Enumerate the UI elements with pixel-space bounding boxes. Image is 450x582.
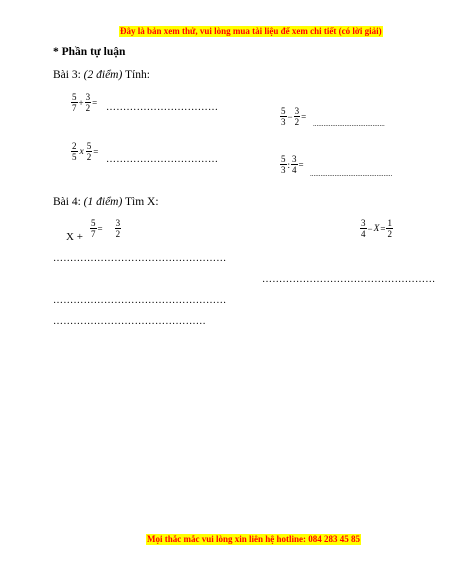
numerator: 1 bbox=[387, 218, 392, 228]
equals-sign: = bbox=[380, 223, 386, 234]
fraction bbox=[280, 106, 287, 127]
hotline-banner: Mọi thắc mắc vui lòng xin liên hệ hotline: 084 283 45 85 bbox=[147, 534, 361, 544]
numerator: 5 bbox=[72, 92, 77, 102]
numerator: 2 bbox=[72, 141, 77, 151]
numerator: 5 bbox=[281, 154, 286, 164]
denominator: 2 bbox=[387, 229, 392, 239]
denominator: 2 bbox=[86, 152, 92, 162]
bai4-points: (1 điểm) bbox=[83, 196, 123, 208]
numerator: 3 bbox=[294, 106, 300, 116]
bai3-heading bbox=[53, 69, 150, 81]
bai3-prefix: Bài 3: bbox=[53, 69, 84, 81]
fraction bbox=[115, 218, 122, 239]
operator: x bbox=[79, 146, 84, 157]
numerator: 5 bbox=[86, 141, 92, 151]
denominator: 3 bbox=[281, 117, 286, 127]
numerator: 3 bbox=[115, 218, 121, 228]
denominator: 7 bbox=[72, 103, 77, 113]
answer-line: …………………………………………… bbox=[53, 253, 227, 264]
bai4-equation-1 bbox=[90, 218, 121, 239]
fraction bbox=[360, 218, 367, 239]
numerator: 3 bbox=[85, 92, 91, 102]
fraction bbox=[280, 154, 287, 175]
fraction bbox=[90, 218, 97, 239]
operator: : bbox=[287, 159, 291, 170]
numerator: 3 bbox=[361, 218, 366, 228]
bai4-prefix: Bài 4: bbox=[53, 196, 84, 208]
fraction bbox=[71, 141, 78, 162]
answer-line: ……………………………………… bbox=[53, 316, 206, 327]
answer-line: …………………………… bbox=[106, 102, 219, 113]
answer-line: …………………………………………… bbox=[53, 295, 227, 306]
bai3-expression-4 bbox=[280, 154, 305, 175]
x-plus: X + bbox=[66, 231, 83, 243]
denominator: 4 bbox=[292, 165, 297, 175]
fraction bbox=[386, 218, 393, 239]
bai4-equation-2 bbox=[360, 218, 393, 239]
bai4-heading bbox=[53, 196, 159, 208]
denominator: 7 bbox=[91, 229, 96, 239]
numerator: 3 bbox=[292, 154, 297, 164]
denominator: 2 bbox=[85, 103, 91, 113]
answer-line: ............................................... bbox=[310, 170, 393, 178]
equals-sign: = bbox=[97, 223, 103, 234]
equals-sign: = bbox=[301, 111, 307, 122]
bai4-suffix: Tìm X: bbox=[122, 196, 159, 208]
fraction bbox=[291, 154, 298, 175]
operator: + bbox=[78, 97, 84, 108]
denominator: 2 bbox=[115, 229, 121, 239]
bai3-points: (2 điểm) bbox=[83, 69, 123, 81]
operator: − bbox=[287, 111, 293, 122]
numerator: 5 bbox=[91, 218, 96, 228]
denominator: 2 bbox=[294, 117, 300, 127]
equals-sign: = bbox=[92, 97, 98, 108]
denominator: 4 bbox=[361, 229, 366, 239]
answer-line: …………………………… bbox=[106, 154, 219, 165]
equals-sign: = bbox=[298, 159, 304, 170]
bai3-expression-1 bbox=[71, 92, 98, 113]
bai3-suffix: Tính: bbox=[122, 69, 150, 81]
bai3-expression-3 bbox=[71, 141, 99, 162]
variable-x: X bbox=[373, 223, 380, 234]
answer-line: …………………………………………… bbox=[262, 274, 436, 285]
answer-line: ......................................... bbox=[313, 120, 385, 128]
numerator: 5 bbox=[281, 106, 286, 116]
denominator: 3 bbox=[281, 165, 286, 175]
preview-banner: Đây là bản xem thử, vui lòng mua tài liệu để xem chi tiết (có lời giải) bbox=[120, 26, 382, 36]
bai3-expression-2 bbox=[280, 106, 307, 127]
minus-sign: − bbox=[367, 223, 373, 234]
denominator: 5 bbox=[72, 152, 77, 162]
fraction bbox=[85, 92, 92, 113]
fraction bbox=[71, 92, 78, 113]
fraction bbox=[294, 106, 301, 127]
fraction bbox=[86, 141, 93, 162]
section-title: * Phần tự luận bbox=[53, 46, 126, 58]
equals-sign: = bbox=[93, 146, 99, 157]
